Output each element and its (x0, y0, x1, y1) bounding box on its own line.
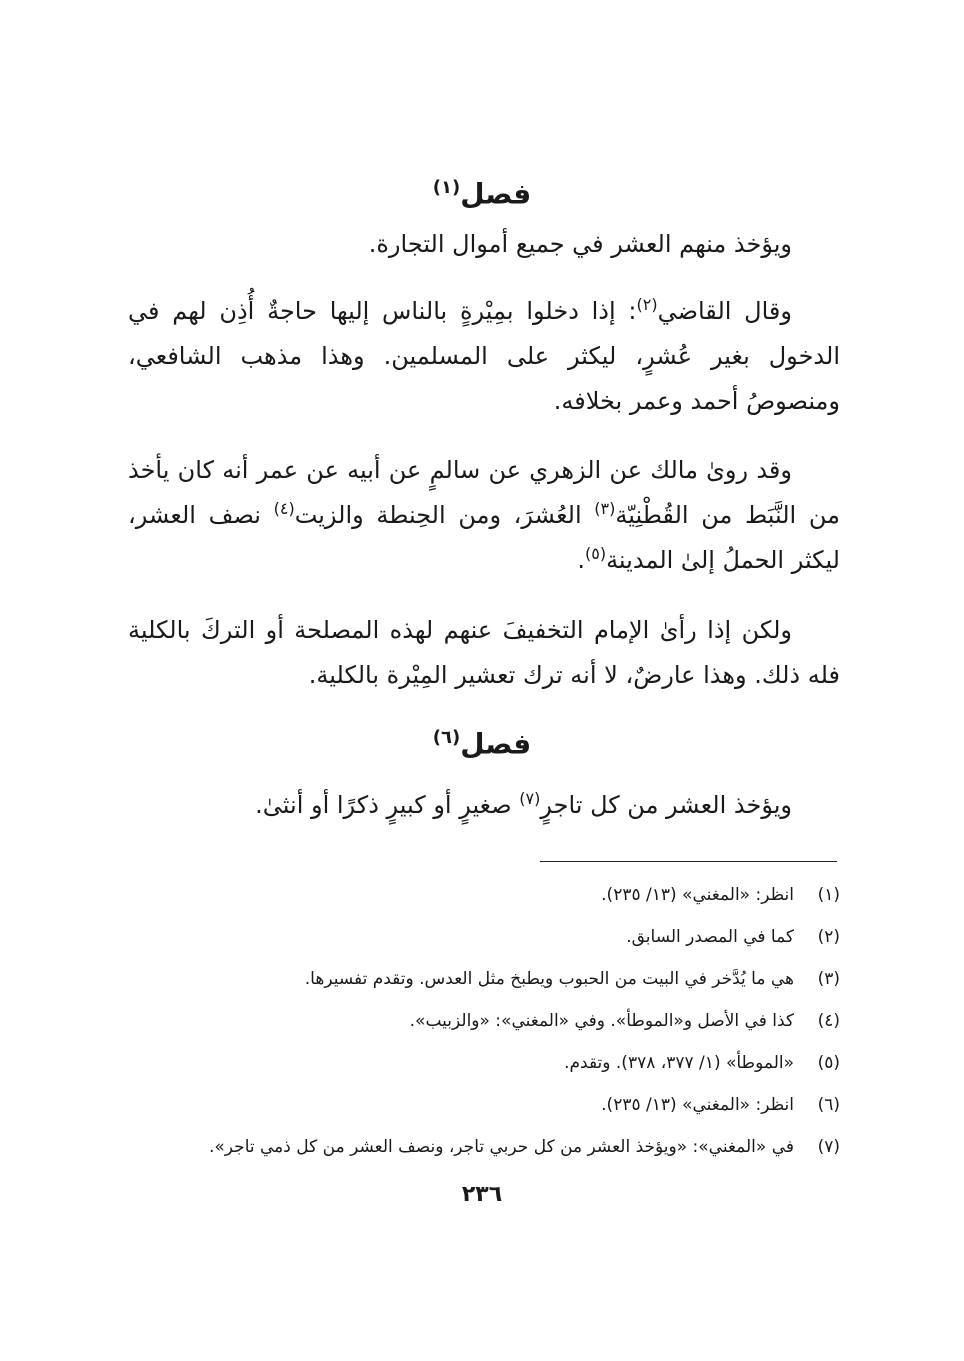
paragraph-text: ويؤخذ العشر من كل تاجرٍ (540, 791, 792, 819)
heading-text: فصل (460, 177, 532, 211)
section-heading (0, 168, 964, 214)
paragraph-text: ولكن إذا رأىٰ الإمام التخفيفَ عنهم لهذه المصلحة أو التركَ بالكلية فله ذلك. وهذا عارضٌ، لا أنه ترك تعشير المِيْرة بالكلية. (128, 616, 840, 689)
paragraph-text: صغيرٍ أو كبيرٍ ذكرًا أو أنثىٰ. (255, 791, 520, 819)
paragraph-text: وقد روىٰ مالك عن الزهري عن سالمٍ عن أبيه عن عمر أنه كان يأخذ من النَّبَط من القُطْنِيّة (128, 456, 840, 529)
paragraph-text: وقال القاضي (657, 297, 792, 325)
footnote-number: (٤) (817, 1011, 840, 1031)
footnote-text: انظر: «المغني» (١٣/ ٢٣٥). (601, 885, 794, 905)
footnote-text: كذا في الأصل و«الموطأ». وفي «المغني»: «والزبيب». (409, 1011, 794, 1031)
footnote-number: (٧) (817, 1137, 840, 1157)
footnote-text: في «المغني»: «ويؤخذ العشر من كل حربي تاجر، ونصف العشر من كل ذمي تاجر». (209, 1137, 794, 1157)
footnote-number: (٣) (817, 969, 840, 989)
footnote-ref: (٧) (519, 789, 541, 808)
footnote-number: (١) (817, 885, 840, 905)
paragraph (128, 289, 840, 424)
footnote-item (100, 1000, 840, 1042)
footnote-text: هي ما يُدَّخر في البيت من الحبوب ويطبخ مثل العدس. وتقدم تفسيرها. (304, 969, 794, 989)
footnote-ref: (٥) (584, 544, 607, 563)
paragraph (128, 448, 840, 583)
page-number: ٢٣٦ (461, 1182, 503, 1207)
paragraph-text: ويؤخذ منهم العشر في جميع أموال التجارة. (368, 230, 792, 258)
footnote-item (100, 958, 840, 1000)
footnote-ref: (٦) (432, 727, 461, 748)
footnote-separator (540, 861, 837, 862)
paragraph-text: نصف العشر، ليكثر الحملُ إلىٰ المدينة (128, 501, 840, 574)
footnote-item (100, 916, 840, 958)
footnotes (100, 874, 840, 1168)
paragraph (128, 783, 840, 828)
footnote-text: كما في المصدر السابق. (626, 927, 794, 947)
footnote-ref: (٢) (636, 295, 658, 314)
footnote-ref: (٣) (594, 499, 616, 518)
footnote-text: «الموطأ» (١/ ٣٧٧، ٣٧٨). وتقدم. (564, 1053, 794, 1073)
footnote-ref: (١) (432, 177, 461, 198)
footnote-number: (٥) (817, 1053, 840, 1073)
footnote-ref: (٤) (273, 499, 295, 518)
section-heading (0, 718, 964, 764)
paragraph (128, 608, 840, 698)
heading-text: فصل (460, 727, 532, 761)
footnote-number: (٢) (817, 927, 840, 947)
footnote-item (100, 1084, 840, 1126)
footnote-text: انظر: «المغني» (١٣/ ٢٣٥). (601, 1095, 794, 1115)
footnote-item (100, 874, 840, 916)
paragraph-text: العُشرَ، ومن الحِنطة والزيت (294, 501, 595, 529)
paragraph-text: : إذا دخلوا بمِيْرةٍ بالناس إليها حاجةٌ أُذِن لهم في الدخول بغير عُشرٍ، ليكثر على المسلمين. وهذا مذهب الشافعي، ومنصوصُ أحمد وعمر بخلافه. (128, 297, 840, 415)
footnote-number: (٦) (817, 1095, 840, 1115)
footnote-item (100, 1126, 840, 1168)
paragraph (128, 222, 840, 267)
footnote-item (100, 1042, 840, 1084)
paragraph-text: . (577, 546, 585, 574)
